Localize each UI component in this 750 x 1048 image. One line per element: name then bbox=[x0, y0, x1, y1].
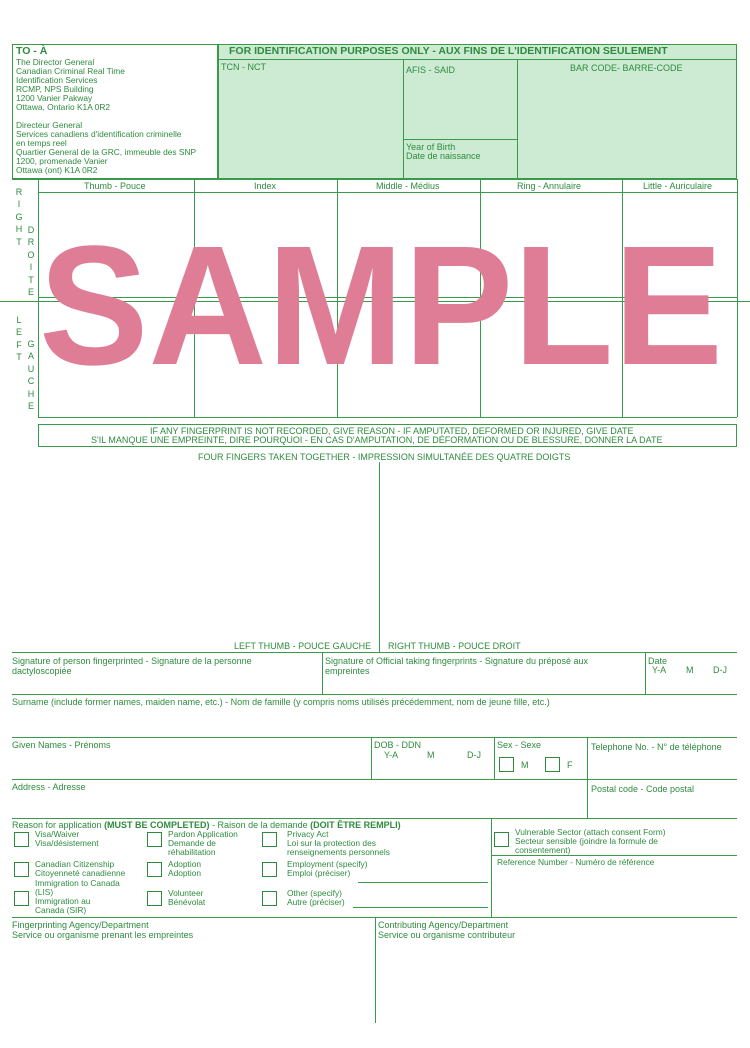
col-thumb: Thumb - Pouce bbox=[84, 181, 146, 191]
date-label: Date bbox=[648, 656, 668, 666]
surname-label: Surname (include former names, maiden name, etc.) - Nom de famille (y compris noms utilisés précédemment, nom de jeune fille, etc.) bbox=[12, 697, 550, 707]
privacy-act-checkbox[interactable] bbox=[262, 832, 277, 847]
right-letter: G bbox=[15, 211, 23, 222]
to-english-address bbox=[16, 58, 125, 112]
to-header: TO - À bbox=[16, 45, 48, 57]
other-checkbox[interactable] bbox=[262, 891, 277, 906]
adoption-checkbox[interactable] bbox=[147, 862, 162, 877]
id-block-header: FOR IDENTIFICATION PURPOSES ONLY - AUX FINS DE L'IDENTIFICATION SEULEMENT bbox=[229, 45, 668, 57]
col-ring: Ring - Annulaire bbox=[517, 181, 582, 191]
fingerprinting-agency-en: Fingerprinting Agency/Department bbox=[12, 920, 149, 930]
droite-letter: I bbox=[29, 262, 33, 273]
to-french-line: Quartier General de la GRC, immeuble des SNP bbox=[16, 147, 197, 157]
adoption-label: Adoption Adoption bbox=[168, 859, 202, 878]
phone-label: Telephone No. - N° de téléphone bbox=[591, 742, 722, 752]
missing-notice-fr: S'IL MANQUE UNE EMPREINTE, DIRE POURQUOI - EN CAS D'AMPUTATION, DE DÉFORMATION OU DE BLESSURE, DONNER LA DATE bbox=[91, 435, 663, 445]
immigration-label: Immigration to Canada (LIS) Immigration au Canada (SIR) bbox=[35, 878, 120, 915]
citizenship-label: Canadian Citizenship Citoyenneté canadienne bbox=[35, 859, 126, 878]
pardon-label: Pardon Application Demande de réhabilitation bbox=[168, 829, 238, 857]
sex-m-checkbox[interactable] bbox=[499, 757, 514, 772]
left-vertical-label bbox=[14, 314, 24, 364]
four-fingers-label: FOUR FINGERS TAKEN TOGETHER - IMPRESSION SIMULTANÉE DES QUATRE DOIGTS bbox=[198, 452, 571, 462]
vulnerable-sector-checkbox[interactable] bbox=[494, 832, 509, 847]
droite-vertical-label bbox=[26, 224, 36, 298]
other-specify-line[interactable] bbox=[353, 907, 488, 908]
to-english-line: RCMP, NPS Building bbox=[16, 84, 94, 94]
col-index: Index bbox=[254, 181, 277, 191]
gauche-letter: U bbox=[27, 363, 35, 374]
right-thumb-label: RIGHT THUMB - POUCE DROIT bbox=[388, 641, 521, 651]
year-of-birth-label: Year of Birth bbox=[406, 142, 456, 152]
contributing-agency-fr: Service ou organisme contributeur bbox=[378, 930, 516, 940]
postal-label: Postal code - Code postal bbox=[591, 784, 695, 794]
pardon-checkbox[interactable] bbox=[147, 832, 162, 847]
dob-label: DOB - DDN bbox=[374, 740, 421, 750]
droite-letter: E bbox=[27, 287, 34, 298]
date-m: M bbox=[686, 665, 694, 675]
contributing-agency-en: Contributing Agency/Department bbox=[378, 920, 509, 930]
dob-m: M bbox=[427, 750, 435, 760]
immigration-checkbox[interactable] bbox=[14, 891, 29, 906]
to-french-line: en temps reel bbox=[16, 138, 67, 148]
barcode-label: BAR CODE- BARRE-CODE bbox=[570, 63, 683, 73]
visa-waiver-label: Visa/Waiver Visa/désistement bbox=[35, 829, 99, 848]
gauche-letter: G bbox=[27, 339, 35, 349]
gauche-letter: C bbox=[27, 376, 35, 387]
to-french-line: Directeur General bbox=[16, 120, 83, 130]
gauche-letter: E bbox=[27, 401, 34, 412]
left-letter: F bbox=[16, 339, 22, 350]
address-label: Address - Adresse bbox=[12, 782, 86, 792]
left-thumb-label: LEFT THUMB - POUCE GAUCHE bbox=[234, 641, 372, 651]
right-letter: R bbox=[15, 187, 23, 197]
left-letter: T bbox=[16, 352, 22, 363]
volunteer-label: Volunteer Bénévolat bbox=[168, 888, 206, 907]
right-letter: I bbox=[17, 199, 21, 210]
gauche-letter: H bbox=[27, 388, 35, 399]
sig-person-l2: dactyloscopiée bbox=[12, 666, 72, 676]
gauche-letter: A bbox=[27, 351, 34, 362]
privacy-act-label: Privacy Act Loi sur la protection des renseignements personnels bbox=[287, 829, 390, 857]
right-letter: T bbox=[16, 236, 22, 247]
droite-letter: T bbox=[28, 274, 34, 285]
col-middle: Middle - Médius bbox=[376, 181, 440, 191]
to-english-line: Canadian Criminal Real Time bbox=[16, 66, 125, 76]
given-names-label: Given Names - Prénoms bbox=[12, 740, 111, 750]
sex-m-label: M bbox=[521, 760, 529, 770]
to-french-line: Ottawa (ont) K1A 0R2 bbox=[16, 165, 98, 175]
to-french-address bbox=[16, 121, 196, 175]
reason-label: Reason for application (MUST BE COMPLETED) - Raison de la demande (DOIT ÊTRE REMPLI) bbox=[12, 820, 401, 830]
tcn-label: TCN - NCT bbox=[221, 62, 266, 72]
droite-letter: R bbox=[27, 237, 35, 248]
volunteer-checkbox[interactable] bbox=[147, 891, 162, 906]
reference-number-label: Reference Number - Numéro de référence bbox=[497, 857, 655, 867]
afis-label: AFIS - SAID bbox=[406, 65, 456, 75]
other-label: Other (specify) Autre (préciser) bbox=[287, 888, 345, 907]
date-naissance-label: Date de naissance bbox=[406, 151, 481, 161]
sex-f-checkbox[interactable] bbox=[545, 757, 560, 772]
fingerprinting-agency-fr: Service ou organisme prenant les empreintes bbox=[12, 930, 194, 940]
droite-letter: D bbox=[27, 225, 35, 235]
visa-waiver-checkbox[interactable] bbox=[14, 832, 29, 847]
sig-person-l1: Signature of person fingerprinted - Signature de la personne bbox=[12, 656, 252, 666]
dob-ya: Y-A bbox=[384, 750, 399, 760]
sample-watermark bbox=[36, 236, 726, 370]
to-english-line: 1200 Vanier Pakway bbox=[16, 93, 93, 103]
sig-official-l1: Signature of Official taking fingerprints - Signature du préposé aux bbox=[325, 656, 588, 666]
dob-dj: D-J bbox=[467, 750, 481, 760]
to-french-line: 1200, promenade Vanier bbox=[16, 156, 108, 166]
employment-specify-line[interactable] bbox=[358, 882, 488, 883]
vulnerable-sector-label: Vulnerable Sector (attach consent Form) Secteur sensible (joindre la formule de consentement) bbox=[515, 827, 666, 855]
sig-official-l2: empreintes bbox=[325, 666, 370, 676]
sample-watermark-text: SAMPLE bbox=[39, 236, 723, 370]
gauche-vertical-label bbox=[26, 338, 36, 412]
missing-notice-en: IF ANY FINGERPRINT IS NOT RECORDED, GIVE REASON - IF AMPUTATED, DEFORMED OR INJURED, GIVE DATE bbox=[150, 426, 634, 436]
employment-label: Employment (specify) Emploi (préciser) bbox=[287, 859, 368, 878]
right-vertical-label bbox=[14, 186, 24, 248]
employment-checkbox[interactable] bbox=[262, 862, 277, 877]
col-little: Little - Auriculaire bbox=[643, 181, 713, 191]
left-letter: L bbox=[16, 315, 22, 325]
droite-letter: O bbox=[27, 249, 35, 260]
to-english-line: Identification Services bbox=[16, 75, 98, 85]
to-english-line: Ottawa, Ontario K1A 0R2 bbox=[16, 102, 111, 112]
to-english-line: The Director General bbox=[16, 57, 95, 67]
date-ya: Y-A bbox=[652, 665, 667, 675]
citizenship-checkbox[interactable] bbox=[14, 862, 29, 877]
right-letter: H bbox=[15, 224, 23, 235]
left-letter: E bbox=[15, 327, 22, 338]
to-french-line: Services canadiens d'identification criminelle bbox=[16, 129, 182, 139]
sex-label: Sex - Sexe bbox=[497, 740, 542, 750]
sex-f-label: F bbox=[567, 760, 573, 770]
date-dj: D-J bbox=[713, 665, 727, 675]
